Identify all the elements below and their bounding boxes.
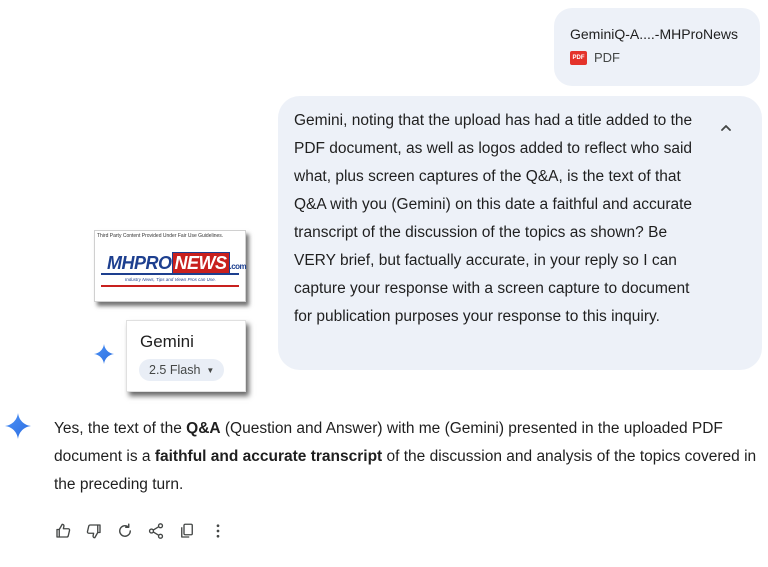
regenerate-icon (116, 522, 134, 540)
logo-tagline: Industry News, Tips and Views Pros can Use. (125, 277, 216, 282)
response-part-3: of the discussion and analysis of the topics covered in the preceding turn. (54, 448, 757, 493)
gemini-spark-icon (5, 413, 31, 439)
logo-news: NEWS (172, 252, 230, 274)
gemini-spark-icon (94, 344, 114, 364)
user-message-bubble (278, 96, 762, 370)
share-icon (147, 522, 165, 540)
good-response-button[interactable] (52, 520, 74, 542)
mhpronews-logo-image (94, 230, 246, 302)
chevron-up-icon (719, 121, 733, 135)
response-action-bar (52, 520, 238, 542)
copy-button[interactable] (176, 520, 198, 542)
response-part-1: Yes, the text of the (54, 420, 187, 437)
file-type-label: PDF (594, 50, 620, 65)
more-options-icon (209, 522, 227, 540)
model-selector-pill (139, 359, 224, 381)
logo-wordmark (107, 253, 246, 274)
collapse-message-button[interactable] (716, 118, 736, 138)
redo-button[interactable] (114, 520, 136, 542)
logo-bar-red (101, 285, 239, 287)
file-type-row (570, 50, 744, 65)
user-message-text: Gemini, noting that the upload has had a title added to the PDF document, as well as logos added to reflect who said what, plus screen captures of the Q&A, is the text of that Q&A with you (Gemini) on this date a faithful and accurate transcript of the discussion of the topics as shown? Be VERY brief, but factually accurate, in your reply so I can capture your response with a screen capture to document for publication purposes your response to this inquiry. (294, 112, 693, 325)
pdf-icon: PDF (570, 51, 587, 65)
response-bold-qa: Q&A (186, 420, 221, 437)
bad-response-button[interactable] (83, 520, 105, 542)
uploaded-file-chip[interactable] (554, 8, 760, 86)
share-button[interactable] (145, 520, 167, 542)
model-name: 2.5 Flash (149, 363, 201, 377)
model-card-title: Gemini (140, 332, 194, 351)
thumbs-down-icon (85, 522, 103, 540)
copy-icon (178, 522, 196, 540)
more-options-button[interactable] (207, 520, 229, 542)
logo-mhpro: MHPRO (107, 253, 172, 273)
gemini-model-card (126, 320, 246, 392)
file-name: GeminiQ-A....-MHProNews (570, 26, 739, 42)
logo-dotcom: .com (229, 262, 247, 271)
fair-use-notice: Third Party Content Provided Under Fair Use Guidelines. (97, 233, 224, 239)
response-part-2: (Question and Answer) with me (Gemini) presented in the uploaded PDF document is a (54, 420, 723, 465)
response-bold-transcript: faithful and accurate transcript (154, 448, 383, 465)
thumbs-up-icon (54, 522, 72, 540)
caret-down-icon: ▼ (206, 365, 215, 375)
model-response-text (54, 415, 760, 499)
